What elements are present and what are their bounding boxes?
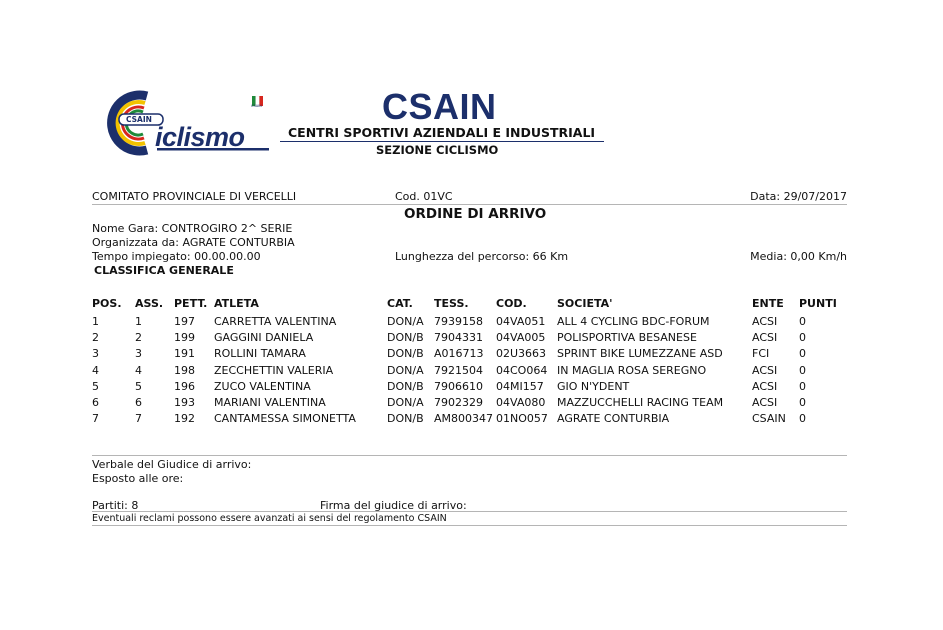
judge-signature-label: Firma del giudice di arrivo: [320,499,467,512]
table-row [92,378,849,394]
cell-societa: GIO N'YDENT [557,379,630,393]
cell-tess: 7902329 [434,396,483,410]
col-atleta: ATLETA [214,297,259,310]
table-header-row [92,294,849,313]
cell-tess: 7939158 [434,314,483,328]
committee-code: Cod. 01VC [395,190,453,203]
results-table [92,294,849,427]
footer-divider-bottom [92,525,847,526]
cell-ente: CSAIN [752,412,786,426]
cell-cod: 04VA051 [496,314,546,328]
cell-cat: DON/B [387,330,424,344]
logo-badge-text: CSAIN [126,115,152,124]
cell-cod: 04CO064 [496,363,548,377]
cell-ente: ACSI [752,363,778,377]
cell-atleta: ROLLINI TAMARA [214,347,306,361]
ciclismo-logo [97,88,269,158]
cell-punti: 0 [799,347,806,361]
table-row [92,394,849,410]
cell-societa: MAZZUCCHELLI RACING TEAM [557,396,724,410]
cell-pos: 6 [92,396,99,410]
cell-tess: 7921504 [434,363,483,377]
cell-punti: 0 [799,363,806,377]
cell-pett: 198 [174,363,195,377]
cell-pett: 192 [174,412,195,426]
cell-atleta: ZECCHETTIN VALERIA [214,363,334,377]
posted-time-label: Esposto alle ore: [92,472,184,485]
cell-punti: 0 [799,379,806,393]
table-row [92,362,849,378]
cell-atleta: ZUCO VALENTINA [214,379,311,393]
cell-ass: 3 [135,347,142,361]
judge-report-label: Verbale del Giudice di arrivo: [92,458,252,471]
cell-punti: 0 [799,412,806,426]
col-tess: TESS. [434,297,469,310]
cell-cat: DON/B [387,379,424,393]
italian-flag-icon [252,95,263,109]
cell-cod: 01NO057 [496,412,548,426]
cell-atleta: GAGGINI DANIELA [214,330,314,344]
cell-ass: 1 [135,314,142,328]
cell-societa: IN MAGLIA ROSA SEREGNO [557,363,707,377]
logo-wordmark: iclismo [155,122,245,152]
cell-ente: FCI [752,347,770,361]
col-cod: COD. [496,297,527,310]
cell-cat: DON/A [387,396,424,410]
table-row [92,329,849,345]
col-pett: PETT. [174,297,208,310]
col-punti: PUNTI [799,297,837,310]
cell-cod: 04VA080 [496,396,546,410]
cell-pett: 197 [174,314,195,328]
col-cat: CAT. [387,297,413,310]
cell-pos: 3 [92,347,99,361]
cell-pos: 4 [92,363,99,377]
time-used: Tempo impiegato: 00.00.00.00 [92,250,261,263]
col-societa: SOCIETA' [557,297,613,310]
claims-note: Eventuali reclami possono essere avanzati ai sensi del regolamento CSAIN [92,513,447,524]
cell-societa: AGRATE CONTURBIA [557,412,670,426]
footer-divider-mid [92,511,847,512]
cell-pett: 193 [174,396,195,410]
cell-ass: 7 [135,412,142,426]
cell-pett: 191 [174,347,195,361]
cell-cod: 04MI157 [496,379,544,393]
cell-ente: ACSI [752,314,778,328]
cell-ass: 2 [135,330,142,344]
cell-ass: 5 [135,379,142,393]
average-speed: Media: 0,00 Km/h [750,250,847,263]
cell-atleta: CARRETTA VALENTINA [214,314,337,328]
classification-label: CLASSIFICA GENERALE [94,264,234,277]
flag-caption: CSAIN [251,104,262,108]
cell-ente: ACSI [752,396,778,410]
table-row [92,346,849,362]
cell-cod: 02U3663 [496,347,547,361]
header-subtitle: CENTRI SPORTIVI AZIENDALI E INDUSTRIALI [288,125,596,140]
col-ass: ASS. [135,297,164,310]
cell-tess: A016713 [434,347,484,361]
cell-pos: 7 [92,412,99,426]
cell-punti: 0 [799,314,806,328]
info-divider [92,204,847,205]
cell-pett: 199 [174,330,195,344]
table-row [92,411,849,427]
cell-punti: 0 [799,396,806,410]
cell-cat: DON/A [387,363,424,377]
cell-societa: SPRINT BIKE LUMEZZANE ASD [557,347,723,361]
cell-cat: DON/B [387,412,424,426]
cell-societa: POLISPORTIVA BESANESE [557,330,697,344]
cell-pos: 5 [92,379,99,393]
cell-atleta: MARIANI VALENTINA [214,396,326,410]
cell-pos: 1 [92,314,99,328]
race-date: Data: 29/07/2017 [750,190,847,203]
cell-ass: 6 [135,396,142,410]
cell-societa: ALL 4 CYCLING BDC-FORUM [557,314,710,328]
cell-punti: 0 [799,330,806,344]
document-title: ORDINE DI ARRIVO [404,206,547,222]
header-divider [280,141,604,142]
cell-ente: ACSI [752,330,778,344]
cell-cat: DON/B [387,347,424,361]
organizer: Organizzata da: AGRATE CONTURBIA [92,236,295,249]
cell-pos: 2 [92,330,99,344]
committee-name: COMITATO PROVINCIALE DI VERCELLI [92,190,297,203]
col-pos: POS. [92,297,122,310]
cell-atleta: CANTAMESSA SIMONETTA [214,412,356,426]
cell-ass: 4 [135,363,142,377]
cell-cat: DON/A [387,314,424,328]
col-ente: ENTE [752,297,784,310]
table-row [92,313,849,329]
header-section: SEZIONE CICLISMO [376,143,499,157]
brand-title: CSAIN [382,86,497,127]
cell-ente: ACSI [752,379,778,393]
footer-divider-top [92,455,847,456]
starters-count: Partiti: 8 [92,499,139,512]
race-name: Nome Gara: CONTROGIRO 2^ SERIE [92,222,293,235]
course-length: Lunghezza del percorso: 66 Km [395,250,569,263]
cell-tess: AM800347 [434,412,494,426]
cell-cod: 04VA005 [496,330,546,344]
cell-tess: 7906610 [434,379,483,393]
cell-pett: 196 [174,379,195,393]
cell-tess: 7904331 [434,330,483,344]
